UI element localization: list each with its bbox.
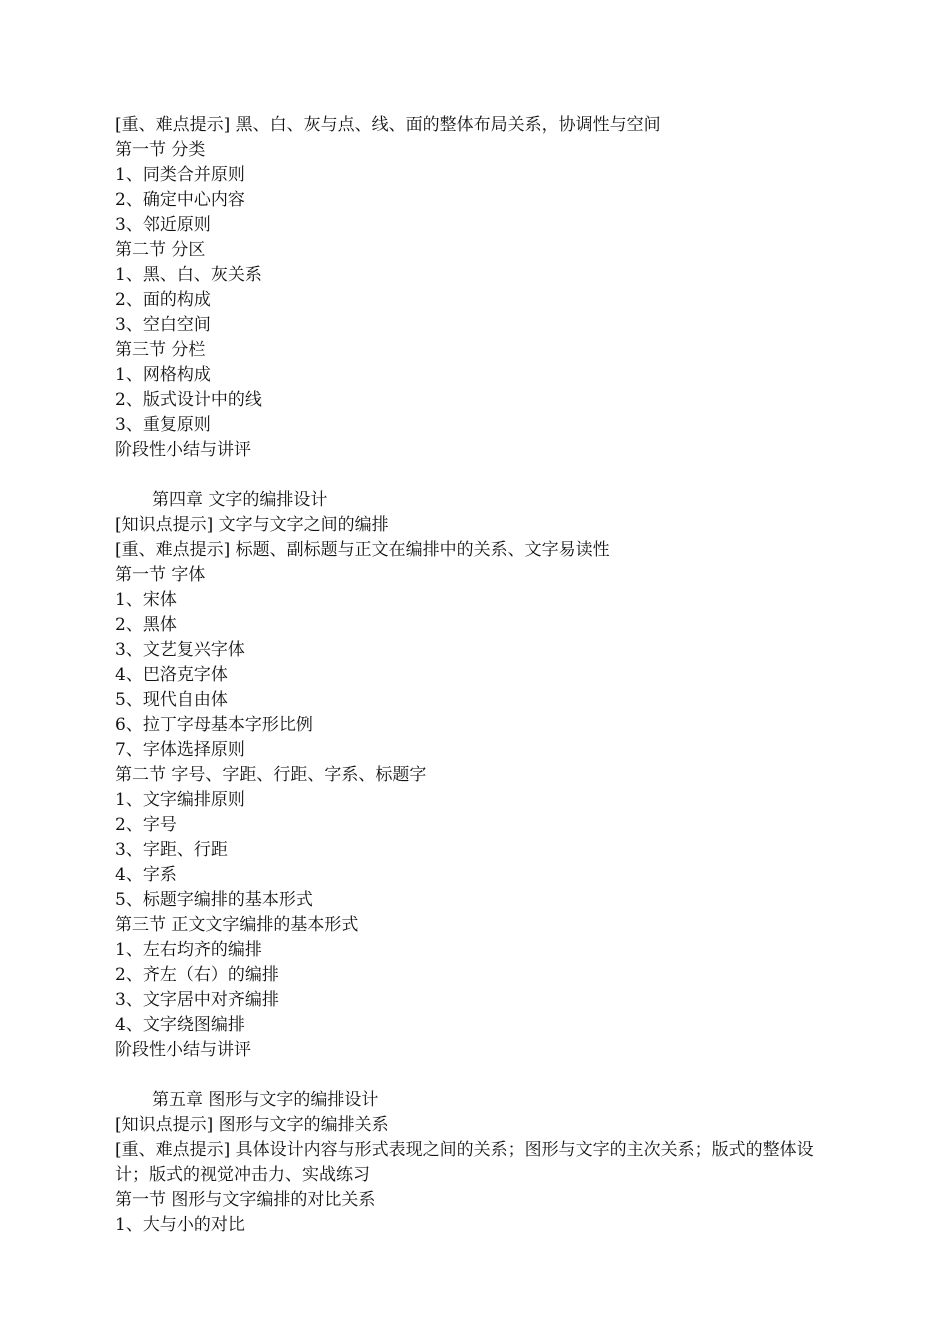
list-item: 7、字体选择原则 (115, 740, 245, 760)
blank-line (115, 463, 840, 488)
list-item: 1、大与小的对比 (115, 1215, 245, 1235)
list-item: 2、齐左（右）的编排 (115, 965, 279, 985)
list-item: 5、标题字编排的基本形式 (115, 890, 313, 910)
emphasis-note: [重、难点提示] 具体设计内容与形式表现之间的关系；图形与文字的主次关系；版式的整体设计；版式的视觉冲击力、实战练习 (115, 1140, 814, 1185)
list-item: 1、黑、白、灰关系 (115, 265, 262, 285)
chapter-title: 第五章 图形与文字的编排设计 (152, 1090, 379, 1110)
knowledge-note: [知识点提示] 图形与文字的编排关系 (115, 1115, 389, 1135)
emphasis-note: [重、难点提示] 标题、副标题与正文在编排中的关系、文字易读性 (115, 540, 610, 560)
list-item: 1、网格构成 (115, 365, 211, 385)
section-title: 第一节 分类 (115, 140, 206, 160)
list-item: 4、字系 (115, 865, 177, 885)
list-item: 3、邻近原则 (115, 215, 211, 235)
summary-line: 阶段性小结与讲评 (115, 1040, 251, 1060)
list-item: 3、字距、行距 (115, 840, 228, 860)
section-title: 第三节 正文文字编排的基本形式 (115, 915, 359, 935)
list-item: 1、左右均齐的编排 (115, 940, 262, 960)
blank-line (115, 1063, 840, 1088)
list-item: 2、字号 (115, 815, 177, 835)
chapter-title: 第四章 文字的编排设计 (152, 490, 328, 510)
knowledge-note: [知识点提示] 文字与文字之间的编排 (115, 515, 389, 535)
section-title: 第二节 分区 (115, 240, 206, 260)
list-item: 2、确定中心内容 (115, 190, 245, 210)
list-item: 2、版式设计中的线 (115, 390, 262, 410)
emphasis-note: [重、难点提示] 黑、白、灰与点、线、面的整体布局关系，协调性与空间 (115, 115, 661, 135)
list-item: 3、重复原则 (115, 415, 211, 435)
section-title: 第二节 字号、字距、行距、字系、标题字 (115, 765, 427, 785)
list-item: 2、面的构成 (115, 290, 211, 310)
list-item: 3、文字居中对齐编排 (115, 990, 279, 1010)
list-item: 2、黑体 (115, 615, 177, 635)
section-title: 第一节 字体 (115, 565, 206, 585)
list-item: 1、宋体 (115, 590, 177, 610)
list-item: 4、文字绕图编排 (115, 1015, 245, 1035)
list-item: 1、同类合并原则 (115, 165, 245, 185)
list-item: 6、拉丁字母基本字形比例 (115, 715, 313, 735)
list-item: 1、文字编排原则 (115, 790, 245, 810)
section-title: 第三节 分栏 (115, 340, 206, 360)
summary-line: 阶段性小结与讲评 (115, 440, 251, 460)
list-item: 3、空白空间 (115, 315, 211, 335)
list-item: 5、现代自由体 (115, 690, 228, 710)
list-item: 4、巴洛克字体 (115, 665, 228, 685)
section-title: 第一节 图形与文字编排的对比关系 (115, 1190, 376, 1210)
document-page (115, 113, 840, 1238)
list-item: 3、文艺复兴字体 (115, 640, 245, 660)
